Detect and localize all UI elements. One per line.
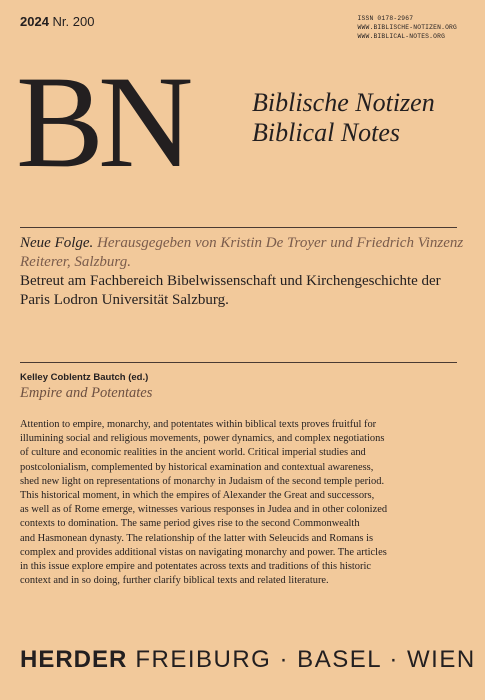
abstract-line: This historical moment, in which the empires of Alexander the Great and successors,	[20, 490, 375, 502]
abstract-line: as well as of Rome emerge, witnesses various responses in Judea and in other colonized	[20, 504, 388, 516]
abstract	[20, 418, 468, 588]
year: 2024	[20, 14, 49, 29]
issn-block	[358, 14, 457, 41]
publisher-name: HERDER	[20, 646, 128, 673]
divider-middle	[20, 362, 457, 363]
abstract-line: complex and provides additional vistas on navigating monarchy and power. The articles	[20, 546, 387, 558]
issue-number: Nr. 200	[52, 14, 95, 29]
publisher	[20, 646, 476, 674]
abstract-line: and Hasmonean dynasty. The relationship of the latter with Seleucids and Romans is	[20, 532, 374, 544]
abstract-line: context and in so doing, further clarify biblical texts and related literature.	[20, 575, 329, 587]
divider-top	[20, 227, 457, 228]
abstract-line: contexts to domination. The same period gives rise to the second Commonwealth	[20, 518, 360, 530]
bn-logo: BN	[16, 48, 188, 195]
url-de: WWW.BIBLISCHE-NOTIZEN.ORG	[357, 24, 457, 31]
editors-heading	[20, 234, 465, 272]
editors-block	[20, 234, 465, 310]
series-label: Neue Folge.	[20, 235, 94, 251]
volume-editor: Kelley Coblentz Bautch (ed.)	[20, 372, 149, 383]
publisher-cities: FREIBURG · BASEL · WIEN	[135, 646, 476, 673]
abstract-line: shed new light on representations of monarchy in Judaism of the second temple period.	[20, 475, 385, 487]
volume-block	[20, 371, 465, 402]
journal-title	[252, 88, 435, 148]
abstract-line: Attention to empire, monarchy, and potentates within biblical texts proves fruitful for	[20, 419, 377, 430]
issue-line	[20, 14, 94, 29]
journal-title-de: Biblische Notizen	[252, 88, 435, 117]
affiliation: Betreut am Fachbereich Bibelwissenschaft und Kirchengeschichte der Paris Lodron Universität Salzburg.	[20, 273, 441, 308]
abstract-line: illumining social and religious movements, power dynamics, and complex negotiations	[20, 433, 385, 445]
journal-title-en: Biblical Notes	[252, 118, 401, 147]
volume-title: Empire and Potentates	[20, 385, 153, 401]
editors-names: Herausgegeben von Kristin De Troyer und Friedrich Vinzenz Reiterer, Salzburg.	[20, 235, 464, 270]
issn: ISSN 0178-2967	[357, 15, 414, 22]
abstract-line: in this issue explore empire and potentates across texts and traditions of this historic	[20, 561, 372, 573]
abstract-line: postcolonialism, complemented by historical examination and contextual awareness,	[20, 461, 374, 473]
abstract-line: of culture and economic realities in the ancient world. Critical imperial studies and	[20, 447, 366, 459]
url-en: WWW.BIBLICAL-NOTES.ORG	[357, 33, 446, 40]
